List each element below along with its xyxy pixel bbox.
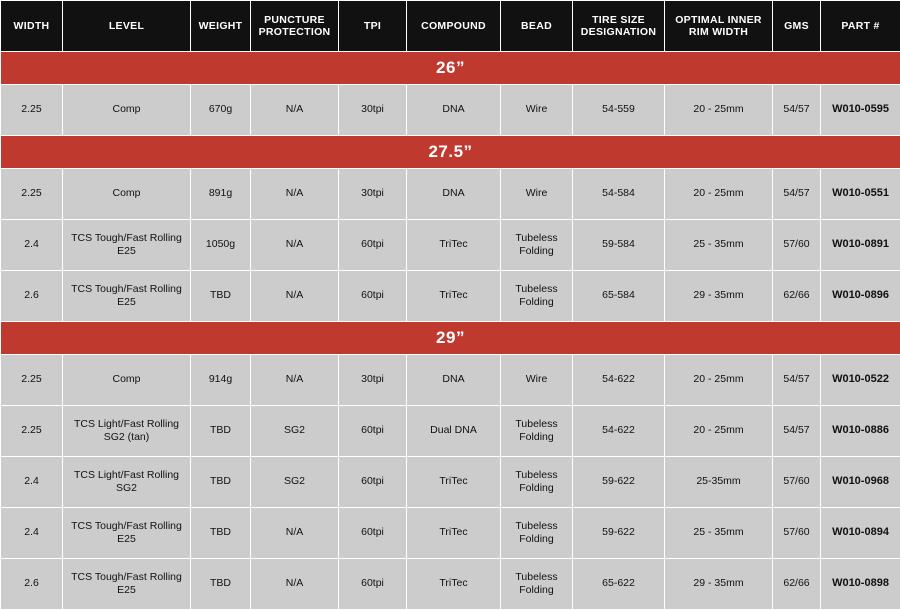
- cell-tpi: 60tpi: [339, 406, 407, 457]
- cell-weight: TBD: [191, 508, 251, 559]
- column-header-gms: GMS: [773, 1, 821, 52]
- cell-size: 65-584: [573, 271, 665, 322]
- cell-puncture: N/A: [251, 169, 339, 220]
- cell-gms: 62/66: [773, 559, 821, 610]
- cell-gms: 54/57: [773, 355, 821, 406]
- table-body: [1, 52, 900, 610]
- cell-level: Comp: [63, 169, 191, 220]
- cell-tpi: 30tpi: [339, 355, 407, 406]
- cell-bead: Tubeless Folding: [501, 271, 573, 322]
- cell-weight: 1050g: [191, 220, 251, 271]
- cell-compound: DNA: [407, 85, 501, 136]
- table-row: [1, 271, 900, 322]
- cell-compound: TriTec: [407, 559, 501, 610]
- column-header-part-number: PART #: [821, 1, 900, 52]
- column-header-width: WIDTH: [1, 1, 63, 52]
- section-title: 27.5”: [1, 136, 900, 169]
- cell-width: 2.25: [1, 169, 63, 220]
- section-title: 26”: [1, 52, 900, 85]
- cell-gms: 54/57: [773, 85, 821, 136]
- cell-level: TCS Tough/Fast Rolling E25: [63, 220, 191, 271]
- cell-puncture: N/A: [251, 508, 339, 559]
- table-row: [1, 559, 900, 610]
- cell-rim: 25 - 35mm: [665, 508, 773, 559]
- cell-width: 2.4: [1, 220, 63, 271]
- cell-part-number: W010-0891: [821, 220, 900, 271]
- table-row: [1, 406, 900, 457]
- cell-rim: 25 - 35mm: [665, 220, 773, 271]
- cell-part-number: W010-0595: [821, 85, 900, 136]
- cell-gms: 57/60: [773, 457, 821, 508]
- cell-bead: Wire: [501, 85, 573, 136]
- cell-puncture: N/A: [251, 85, 339, 136]
- cell-compound: TriTec: [407, 220, 501, 271]
- cell-bead: Tubeless Folding: [501, 559, 573, 610]
- cell-tpi: 60tpi: [339, 457, 407, 508]
- cell-weight: TBD: [191, 457, 251, 508]
- cell-weight: TBD: [191, 406, 251, 457]
- section-header-row: [1, 136, 900, 169]
- column-header-optimal-inner-rim-width: OPTIMAL INNER RIM WIDTH: [665, 1, 773, 52]
- cell-width: 2.25: [1, 85, 63, 136]
- cell-size: 59-584: [573, 220, 665, 271]
- cell-level: TCS Tough/Fast Rolling E25: [63, 508, 191, 559]
- section-header-row: [1, 322, 900, 355]
- table-row: [1, 85, 900, 136]
- column-header-compound: COMPOUND: [407, 1, 501, 52]
- column-header-bead: BEAD: [501, 1, 573, 52]
- section-title: 29”: [1, 322, 900, 355]
- cell-part-number: W010-0968: [821, 457, 900, 508]
- cell-level: TCS Tough/Fast Rolling E25: [63, 271, 191, 322]
- table-header: [1, 1, 900, 52]
- cell-compound: Dual DNA: [407, 406, 501, 457]
- cell-rim: 29 - 35mm: [665, 559, 773, 610]
- cell-level: Comp: [63, 355, 191, 406]
- cell-rim: 20 - 25mm: [665, 355, 773, 406]
- column-header-tire-size-designation: TIRE SIZE DESIGNATION: [573, 1, 665, 52]
- cell-bead: Wire: [501, 355, 573, 406]
- cell-bead: Tubeless Folding: [501, 220, 573, 271]
- cell-compound: TriTec: [407, 457, 501, 508]
- cell-width: 2.25: [1, 355, 63, 406]
- cell-level: Comp: [63, 85, 191, 136]
- cell-size: 54-622: [573, 355, 665, 406]
- cell-weight: 914g: [191, 355, 251, 406]
- cell-bead: Tubeless Folding: [501, 457, 573, 508]
- header-row: [1, 1, 900, 52]
- cell-width: 2.6: [1, 271, 63, 322]
- column-header-tpi: TPI: [339, 1, 407, 52]
- table-row: [1, 169, 900, 220]
- cell-gms: 54/57: [773, 169, 821, 220]
- cell-size: 59-622: [573, 508, 665, 559]
- cell-compound: TriTec: [407, 508, 501, 559]
- cell-rim: 20 - 25mm: [665, 169, 773, 220]
- cell-rim: 25-35mm: [665, 457, 773, 508]
- cell-width: 2.4: [1, 508, 63, 559]
- cell-puncture: N/A: [251, 220, 339, 271]
- cell-puncture: SG2: [251, 457, 339, 508]
- cell-size: 59-622: [573, 457, 665, 508]
- table-row: [1, 508, 900, 559]
- cell-puncture: SG2: [251, 406, 339, 457]
- cell-part-number: W010-0522: [821, 355, 900, 406]
- cell-gms: 57/60: [773, 220, 821, 271]
- cell-part-number: W010-0894: [821, 508, 900, 559]
- cell-part-number: W010-0551: [821, 169, 900, 220]
- cell-puncture: N/A: [251, 559, 339, 610]
- cell-tpi: 30tpi: [339, 169, 407, 220]
- cell-level: TCS Light/Fast Rolling SG2 (tan): [63, 406, 191, 457]
- section-header-row: [1, 52, 900, 85]
- cell-weight: TBD: [191, 271, 251, 322]
- cell-compound: DNA: [407, 355, 501, 406]
- cell-rim: 29 - 35mm: [665, 271, 773, 322]
- cell-gms: 54/57: [773, 406, 821, 457]
- cell-bead: Tubeless Folding: [501, 508, 573, 559]
- cell-weight: 891g: [191, 169, 251, 220]
- cell-width: 2.25: [1, 406, 63, 457]
- cell-tpi: 60tpi: [339, 220, 407, 271]
- cell-tpi: 60tpi: [339, 508, 407, 559]
- cell-puncture: N/A: [251, 355, 339, 406]
- cell-tpi: 30tpi: [339, 85, 407, 136]
- table-row: [1, 220, 900, 271]
- cell-compound: TriTec: [407, 271, 501, 322]
- column-header-weight: WEIGHT: [191, 1, 251, 52]
- cell-puncture: N/A: [251, 271, 339, 322]
- cell-size: 54-584: [573, 169, 665, 220]
- cell-size: 54-622: [573, 406, 665, 457]
- cell-gms: 62/66: [773, 271, 821, 322]
- cell-bead: Tubeless Folding: [501, 406, 573, 457]
- cell-level: TCS Tough/Fast Rolling E25: [63, 559, 191, 610]
- cell-part-number: W010-0886: [821, 406, 900, 457]
- cell-weight: 670g: [191, 85, 251, 136]
- cell-width: 2.6: [1, 559, 63, 610]
- cell-rim: 20 - 25mm: [665, 85, 773, 136]
- cell-compound: DNA: [407, 169, 501, 220]
- cell-tpi: 60tpi: [339, 271, 407, 322]
- table-row: [1, 457, 900, 508]
- cell-gms: 57/60: [773, 508, 821, 559]
- cell-size: 65-622: [573, 559, 665, 610]
- cell-size: 54-559: [573, 85, 665, 136]
- cell-weight: TBD: [191, 559, 251, 610]
- table-row: [1, 355, 900, 406]
- cell-part-number: W010-0898: [821, 559, 900, 610]
- cell-tpi: 60tpi: [339, 559, 407, 610]
- column-header-level: LEVEL: [63, 1, 191, 52]
- cell-part-number: W010-0896: [821, 271, 900, 322]
- cell-rim: 20 - 25mm: [665, 406, 773, 457]
- cell-width: 2.4: [1, 457, 63, 508]
- cell-bead: Wire: [501, 169, 573, 220]
- cell-level: TCS Light/Fast Rolling SG2: [63, 457, 191, 508]
- column-header-puncture-protection: PUNCTURE PROTECTION: [251, 1, 339, 52]
